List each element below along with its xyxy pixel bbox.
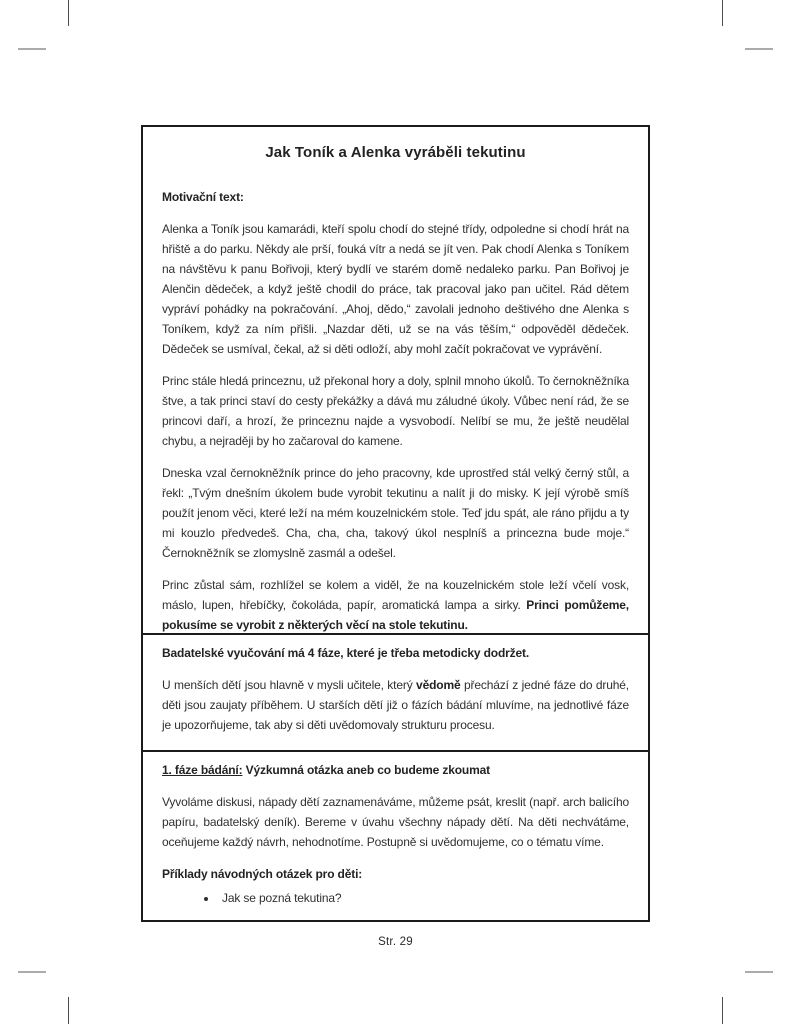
methodology-heading: Badatelské vyučování má 4 fáze, které je třeba metodicky dodržet. bbox=[162, 646, 530, 660]
motivation-paragraph-4-text: Princ zůstal sám, rozhlížel se kolem a viděl, že na kouzelnickém stole leží včelí vosk, máslo, lupen, hřebíčky, čokoláda, papír, aromatická lampa a sirky. bbox=[162, 578, 629, 612]
motivational-text-heading: Motivační text: bbox=[162, 190, 244, 204]
phase-1-heading bbox=[162, 760, 629, 780]
phase-1-title: Výzkumná otázka aneb co budeme zkoumat bbox=[242, 763, 491, 777]
methodology-paragraph bbox=[162, 675, 629, 735]
methodology-text-before: U menších dětí jsou hlavně v mysli učitele, který bbox=[162, 678, 417, 692]
page-number: Str. 29 bbox=[378, 936, 413, 948]
motivation-paragraph-1: Alenka a Toník jsou kamarádi, kteří spolu chodí do stejné třídy, odpoledne si chodí hrát na hřiště a do parku. Někdy ale prší, fouká vítr a nedá se jít ven. Pak chodí Alenka s Toníkem na návštěvu k panu Bořivoji, který bydlí ve starém domě nedaleko parku. Pan Bořivoj je Alenčin dědeček, a když ještě chodil do práce, tak pracoval jako pan učitel. Rád dětem vypráví pohádky na pokračování. „Ahoj, dědo,“ zavolali jednoho deštivého dne Alenka s Toníkem, když za ním přišli. „Nazdar děti, už se na vás těším,“ odpověděl dědeček. Dědeček se usmíval, čekal, až si děti odloží, aby mohl začít pokračovat ve vyprávění. bbox=[162, 222, 629, 356]
section-phase-1 bbox=[143, 750, 648, 920]
crop-mark-top-left-horizontal bbox=[18, 48, 46, 50]
crop-mark-bottom-right-horizontal bbox=[745, 971, 773, 973]
motivation-paragraph-3: Dneska vzal černokněžník prince do jeho pracovny, kde uprostřed stál velký černý stůl, a řekl: „Tvým dnešním úkolem bude vyrobit tekutinu a nalít ji do misky. K její výrobě smíš použít jenom věci, které leží na mém kouzelnickém stole. Teď jdu spát, ale ráno přijdu a ty mi kouzlo předvedeš. Cha, cha, cha, takový úkol nesplníš a princezna bude moje.“ Černokněžník se zlomyslně zasmál a odešel. bbox=[162, 466, 629, 560]
crop-mark-top-right-horizontal bbox=[745, 48, 773, 50]
crop-mark-top-right-vertical bbox=[722, 0, 723, 26]
methodology-text-after: přechází z jedné fáze do druhé, děti jsou zaujaty příběhem. U starších dětí již o fázích bádání mluvíme, na jednotlivé fáze je upozorňujeme, tak aby si děti uvědomovaly strukturu procesu. bbox=[162, 678, 629, 732]
motivation-paragraph-4 bbox=[162, 575, 629, 633]
example-questions-list bbox=[162, 888, 629, 908]
crop-mark-bottom-right-vertical bbox=[722, 997, 723, 1024]
phase-1-body: Vyvoláme diskusi, nápady dětí zaznamenáváme, můžeme psát, kreslit (např. arch balicího papíru, badatelský deník). Bereme v úvahu všechny nápady dětí. Na děti nechvátáme, oceňujeme každý návrh, nehodnotíme. Postupně si uvědomujeme, co o tématu víme. bbox=[162, 795, 629, 849]
crop-mark-bottom-left-horizontal bbox=[18, 971, 46, 973]
motivation-paragraph-2: Princ stále hledá princeznu, už překonal hory a doly, splnil mnoho úkolů. To černokněžníka štve, a tak princi staví do cesty překážky a dává mu záludné úkoly. Vůbec není rád, že se princovi daří, a hrozí, že princeznu najde a vysvobodí. Nelíbí se mu, že ještě neudělal chybu, a nejraději by ho začaroval do kamene. bbox=[162, 374, 629, 448]
example-question-item: • Jak se pozná tekutina? bbox=[218, 888, 629, 908]
phase-1-label: 1. fáze bádání: bbox=[162, 763, 243, 777]
methodology-bold-word: vědomě bbox=[416, 678, 461, 692]
motivation-paragraph-4-bold-call-to-action: Princi pomůžeme, pokusíme se vyrobit z některých věcí na stole tekutinu. bbox=[162, 598, 629, 632]
crop-mark-top-left-vertical bbox=[68, 0, 69, 26]
worksheet-box bbox=[141, 125, 650, 922]
section-methodology-note bbox=[143, 633, 648, 750]
document-title: Jak Toník a Alenka vyráběli tekutinu bbox=[265, 144, 526, 161]
crop-mark-bottom-left-vertical bbox=[68, 997, 69, 1024]
example-questions-heading: Příklady návodných otázek pro děti: bbox=[162, 867, 363, 881]
section-motivational-text bbox=[143, 127, 648, 633]
